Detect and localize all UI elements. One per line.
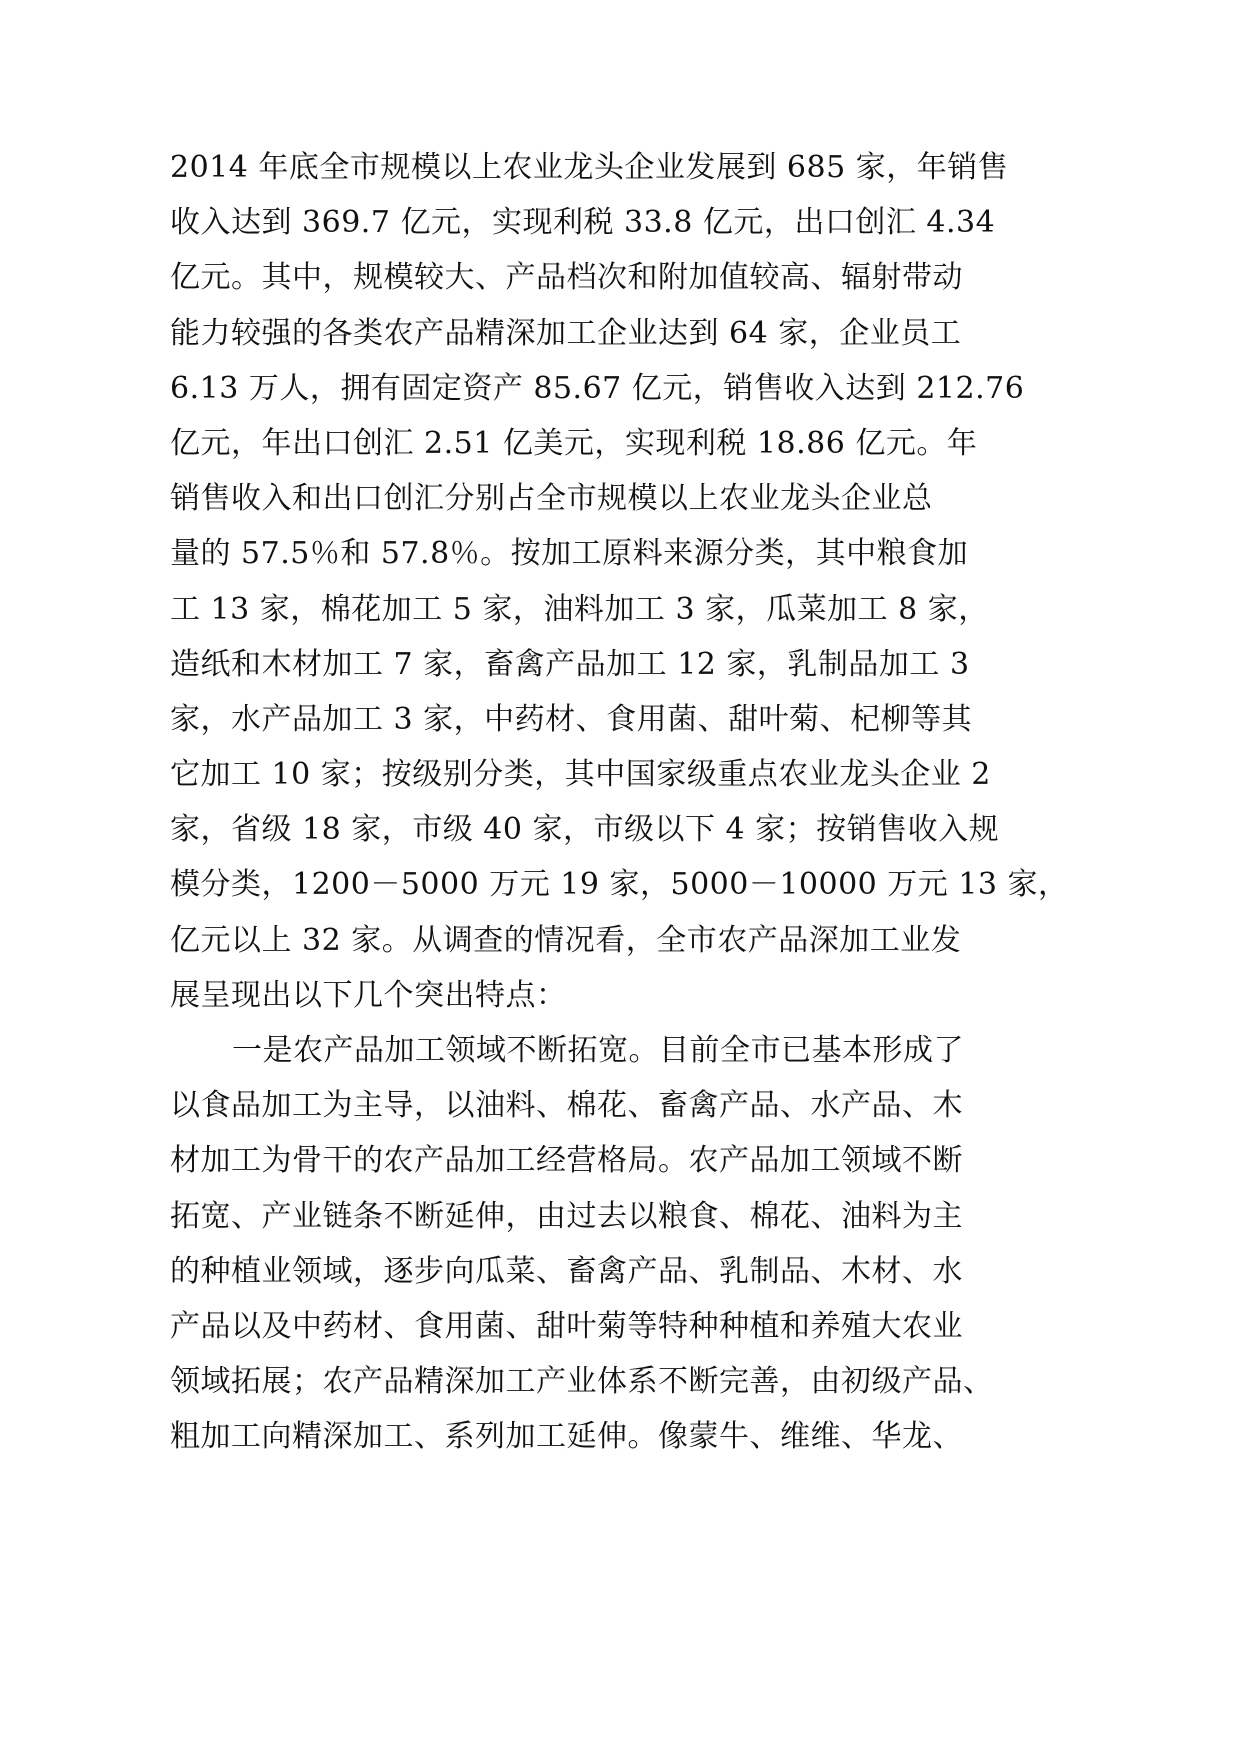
text-line-5: 6.13 万人，拥有固定资产 85.67 亿元，销售收入达到 212.76 [170, 370, 1025, 406]
text-line-6: 亿元，年出口创汇 2.51 亿美元，实现利税 18.86 亿元。年 [170, 425, 978, 461]
text-line-8: 量的 57.5％和 57.8％。按加工原料来源分类，其中粮食加 [170, 536, 969, 572]
paragraph-2-first-line: 一是农产品加工领域不断拓宽。目前全市已基本形成了 [232, 1033, 964, 1068]
text-line-21: 的种植业领域，逐步向瓜菜、畜禽产品、乳制品、木材、水 [170, 1253, 963, 1289]
text-line-4: 能力较强的各类农产品精深加工企业达到 64 家，企业员工 [170, 315, 962, 351]
text-line-13: 家，省级 18 家，市级 40 家，市级以下 4 家；按销售收入规 [170, 812, 1000, 848]
text-line-2: 收入达到 369.7 亿元，实现利税 33.8 亿元，出口创汇 4.34 [170, 205, 996, 241]
text-line-24: 粗加工向精深加工、系列加工延伸。像蒙牛、维维、华龙、 [170, 1419, 963, 1455]
text-line-18: 以食品加工为主导，以油料、棉花、畜禽产品、水产品、木 [170, 1088, 963, 1124]
text-line-14: 模分类，1200－5000 万元 19 家，5000－10000 万元 13 家， [170, 867, 1069, 903]
text-line-20: 拓宽、产业链条不断延伸，由过去以粮食、棉花、油料为主 [170, 1198, 963, 1234]
document-body [170, 140, 1069, 1465]
text-line-12: 它加工 10 家；按级别分类，其中国家级重点农业龙头企业 2 [170, 757, 991, 793]
text-line-1: 2014 年底全市规模以上农业龙头企业发展到 685 家，年销售 [170, 150, 1009, 185]
text-line-19: 材加工为骨干的农产品加工经营格局。农产品加工领域不断 [170, 1143, 963, 1179]
text-line-11: 家，水产品加工 3 家，中药材、食用菌、甜叶菊、杞柳等其 [170, 701, 973, 737]
text-line-3: 亿元。其中，规模较大、产品档次和附加值较高、辐射带动 [170, 260, 963, 296]
text-line-9: 工 13 家，棉花加工 5 家，油料加工 3 家，瓜菜加工 8 家， [170, 591, 989, 627]
text-line-10: 造纸和木材加工 7 家，畜禽产品加工 12 家，乳制品加工 3 [170, 646, 970, 682]
text-line-15: 亿元以上 32 家。从调查的情况看，全市农产品深加工业发 [170, 922, 962, 958]
text-line-22: 产品以及中药材、食用菌、甜叶菊等特种种植和养殖大农业 [170, 1308, 963, 1344]
text-line-7: 销售收入和出口创汇分别占全市规模以上农业龙头企业总 [170, 481, 933, 517]
text-line-16: 展呈现出以下几个突出特点： [170, 977, 567, 1013]
text-line-23: 领域拓展；农产品精深加工产业体系不断完善，由初级产品、 [170, 1364, 994, 1400]
